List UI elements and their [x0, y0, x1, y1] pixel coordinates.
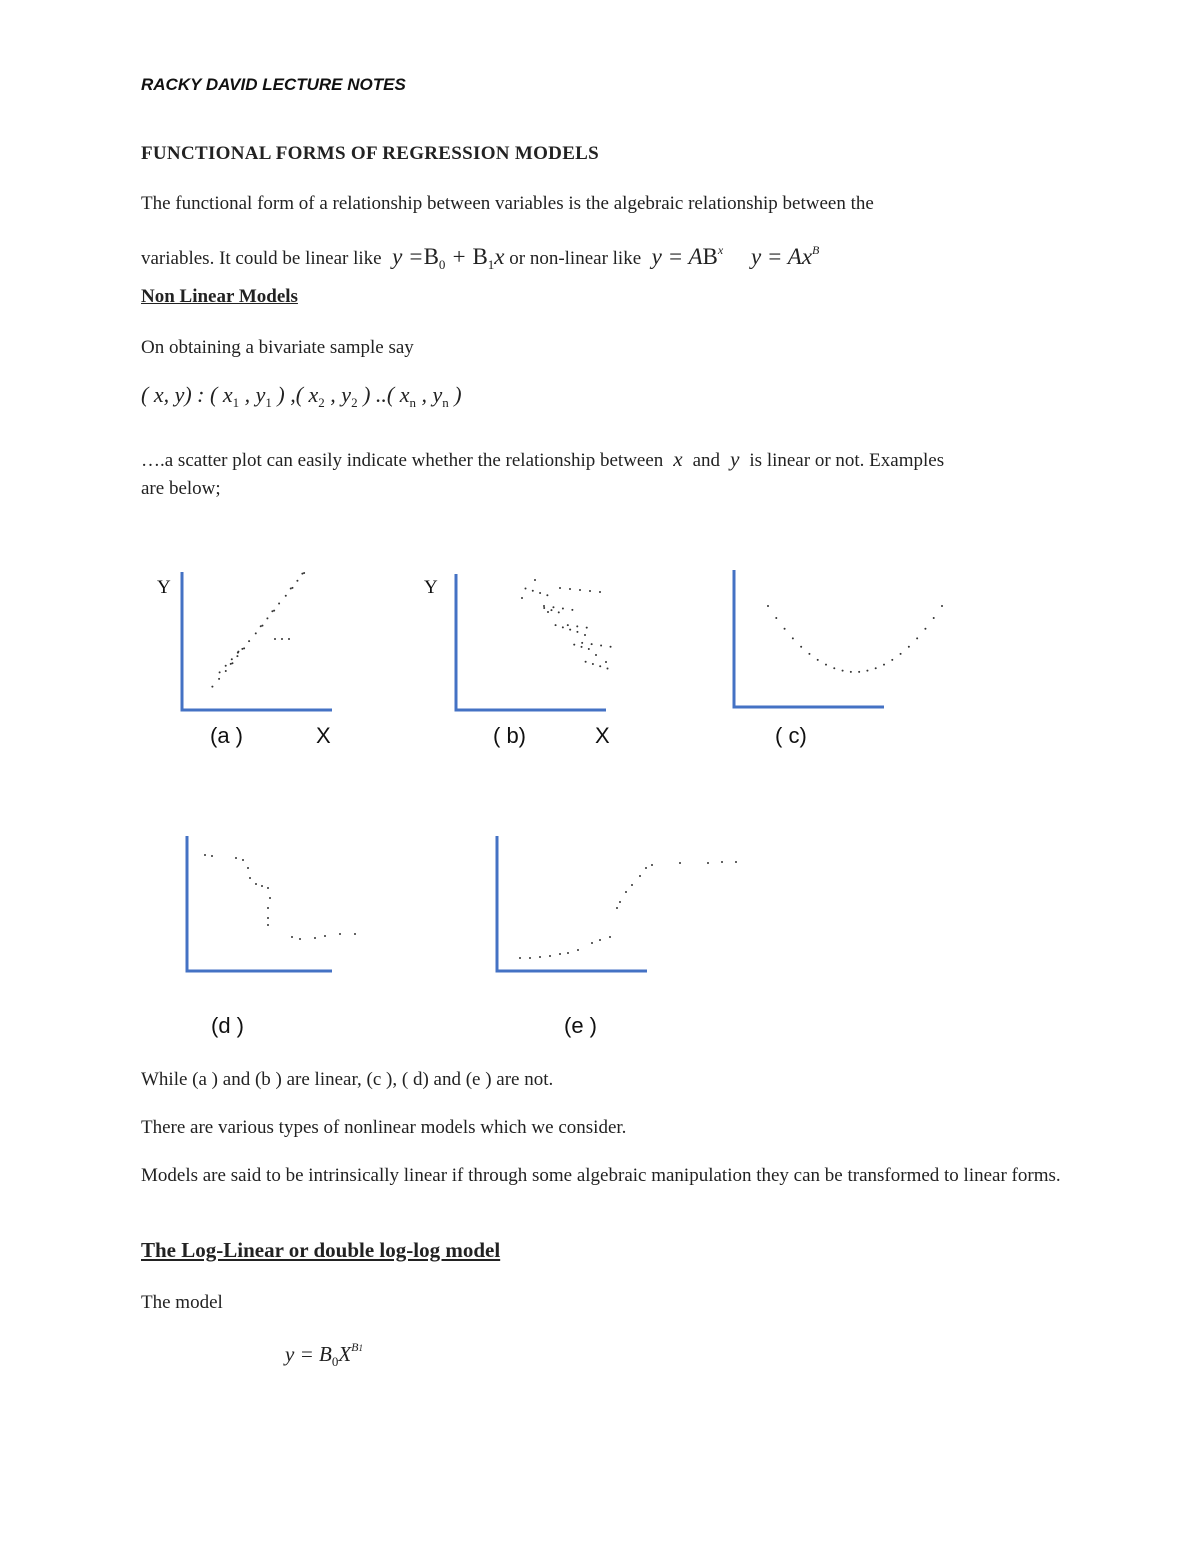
plot-b-axes	[456, 574, 606, 710]
plot-c-point	[850, 671, 852, 673]
plot-e-point	[707, 862, 709, 864]
plot-c-point	[900, 653, 902, 655]
section-heading-nonlinear: Non Linear Models	[141, 286, 298, 307]
plot-c-points	[767, 605, 943, 673]
plot-a-point	[288, 638, 290, 640]
plot-e-point	[631, 884, 633, 886]
plot-b-point	[571, 609, 573, 611]
plot-c-point	[933, 617, 935, 619]
intro-paragraph: The functional form of a relationship between variables is the algebraic relationship between the	[141, 193, 874, 214]
types-note: There are various types of nonlinear models which we consider.	[141, 1117, 627, 1138]
model-intro: The model	[141, 1292, 223, 1313]
plot-d-point	[291, 936, 293, 938]
plot-e-point	[591, 942, 593, 944]
plot-c-point	[883, 664, 885, 666]
plot-c-point	[842, 670, 844, 672]
plot-c-point	[866, 670, 868, 672]
plot-b-point	[592, 663, 594, 665]
intro-mid: or non-linear like	[509, 248, 642, 269]
plot-b-point	[599, 591, 601, 593]
plot-c-point	[891, 659, 893, 661]
plot-b-point	[543, 607, 545, 609]
power-equation: $y = Ax^B$	[727, 243, 820, 269]
plot-b-point	[525, 588, 527, 590]
plot-a-point	[243, 647, 245, 649]
plot-c-point	[817, 659, 819, 661]
plot-b-x-label: X	[595, 723, 610, 748]
exponential-equation: $y = AB^x$	[645, 243, 724, 269]
plot-b-point	[610, 646, 612, 648]
plot-a	[157, 572, 332, 748]
scatter-text-start: ….a scatter plot can easily indicate whether the relationship between	[141, 450, 664, 471]
plot-a-point	[260, 625, 262, 627]
plot-e-point	[609, 936, 611, 938]
plot-b-point	[600, 644, 602, 646]
plot-b-point	[576, 631, 578, 633]
sample-paragraph: On obtaining a bivariate sample say	[141, 337, 414, 358]
plot-e-points	[519, 861, 737, 959]
plot-a-point	[285, 595, 287, 597]
plot-d-point	[324, 935, 326, 937]
plot-c-point	[800, 646, 802, 648]
plot-e-point	[539, 956, 541, 958]
plot-a-point	[266, 617, 268, 619]
plot-b-point	[605, 661, 607, 663]
linear-equation: $y =B_0 + B_1x$	[386, 244, 505, 272]
plot-b-point	[579, 589, 581, 591]
plot-b-point	[547, 611, 549, 613]
linear-note: While (a ) and (b ) are linear, (c ), ( d) and (e ) are not.	[141, 1069, 554, 1090]
plot-d-point	[261, 885, 263, 887]
math-x: x	[668, 447, 688, 471]
intro-prefix: variables. It could be linear like	[141, 248, 382, 269]
plot-d-point	[267, 887, 269, 889]
plot-c-axes	[734, 570, 884, 707]
plot-a-point	[211, 686, 213, 688]
plot-a-point	[218, 678, 220, 680]
plot-b-point	[584, 634, 586, 636]
plot-e-point	[529, 957, 531, 959]
plot-a-point	[296, 580, 298, 582]
plot-d-point	[242, 859, 244, 861]
plot-b-point	[543, 605, 545, 607]
plot-b-point	[588, 648, 590, 650]
document-title: FUNCTIONAL FORMS OF REGRESSION MODELS	[141, 143, 600, 164]
plot-e-point	[559, 953, 561, 955]
plot-a-point	[290, 588, 292, 590]
plot-e-point	[735, 861, 737, 863]
plot-a-point	[273, 610, 275, 612]
page-header: RACKY DAVID LECTURE NOTES	[141, 75, 406, 94]
plot-a-point	[237, 651, 239, 653]
plot-e-point	[616, 907, 618, 909]
plot-b-point	[581, 646, 583, 648]
plot-d-point	[204, 854, 206, 856]
plot-e-point	[549, 955, 551, 957]
plot-b-point	[532, 590, 534, 592]
plot-b-point	[550, 609, 552, 611]
plot-a-axes	[182, 572, 332, 710]
plot-b-point	[562, 608, 564, 610]
scatter-text-end: is linear or not. Examples	[749, 450, 945, 471]
plot-a-point	[236, 655, 238, 657]
plot-a-y-label: Y	[157, 577, 171, 598]
plot-b-point	[562, 626, 564, 628]
plot-b-point	[576, 625, 578, 627]
plot-a-point	[248, 640, 250, 642]
plot-a-point	[278, 602, 280, 604]
plot-e-point	[519, 957, 521, 959]
plot-d-point	[339, 933, 341, 935]
plot-c-point	[792, 637, 794, 639]
plot-b	[424, 574, 612, 748]
plot-c-point	[833, 667, 835, 669]
plot-b-point	[546, 594, 548, 596]
plot-a-caption: (a )	[210, 723, 243, 748]
plot-c-point	[916, 637, 918, 639]
scatter-text-and: and	[692, 450, 721, 471]
plot-e-point	[639, 875, 641, 877]
plot-c-caption: ( c)	[775, 723, 807, 748]
plot-b-point	[581, 642, 583, 644]
plot-a-point	[281, 638, 283, 640]
plot-b-point	[586, 627, 588, 629]
intro-paragraph-line2	[141, 236, 819, 279]
plot-c-point	[924, 628, 926, 630]
plot-a-point	[255, 632, 257, 634]
plot-e-point	[679, 862, 681, 864]
plot-d-point	[299, 938, 301, 940]
plot-c	[734, 570, 943, 748]
plot-b-point	[539, 592, 541, 594]
plot-e-point	[599, 939, 601, 941]
plot-c-point	[875, 667, 877, 669]
plot-a-point	[291, 587, 293, 589]
plot-a-point	[301, 573, 303, 575]
plot-c-point	[808, 653, 810, 655]
plot-e-point	[567, 952, 569, 954]
intrinsic-note: Models are said to be intrinsically linear if through some algebraic manipulation they can be transformed to linear forms.	[141, 1165, 1061, 1186]
plot-c-point	[941, 605, 943, 607]
plot-d-caption: (d )	[211, 1013, 244, 1038]
plot-a-point	[231, 658, 233, 660]
plot-e-point	[645, 867, 647, 869]
plot-d-point	[267, 917, 269, 919]
plot-d-points	[204, 854, 356, 940]
plot-d-point	[354, 933, 356, 935]
scatter-plot-examples	[0, 540, 1200, 1050]
loglinear-equation: $y = B_0X^{B1}$	[285, 1340, 363, 1369]
plot-b-points	[521, 579, 612, 670]
plot-a-point	[271, 610, 273, 612]
plot-a-point	[274, 638, 276, 640]
plot-b-point	[567, 624, 569, 626]
plot-b-point	[552, 606, 554, 608]
plot-b-point	[559, 587, 561, 589]
plot-a-point	[225, 670, 227, 672]
plot-b-point	[558, 611, 560, 613]
bivariate-sample-notation: ( x, y) : ( $x_1$ , $y_1$ ) ,( $x_2$ , $y_2$ ) ..( $x_n$ , $y_n$ )	[141, 382, 462, 410]
plot-e-point	[619, 901, 621, 903]
plot-a-point	[241, 648, 243, 650]
plot-b-point	[599, 665, 601, 667]
plot-d-point	[267, 907, 269, 909]
scatter-text-line2: are below;	[141, 478, 221, 499]
plot-e-point	[651, 864, 653, 866]
plot-a-point	[219, 671, 221, 673]
plot-d-point	[255, 883, 257, 885]
plot-c-point	[908, 646, 910, 648]
plot-b-point	[589, 590, 591, 592]
scatter-paragraph	[141, 445, 1071, 503]
plot-b-point	[569, 588, 571, 590]
plot-b-point	[521, 597, 523, 599]
plot-b-point	[569, 629, 571, 631]
plot-c-point	[825, 664, 827, 666]
plot-a-point	[303, 572, 305, 574]
plot-e-caption: (e )	[564, 1013, 597, 1038]
plot-b-point	[585, 661, 587, 663]
plot-d	[187, 836, 356, 1038]
plot-e-axes	[497, 836, 647, 971]
plot-b-point	[573, 644, 575, 646]
math-y: y	[724, 447, 745, 471]
plot-e-point	[625, 891, 627, 893]
plot-b-point	[534, 579, 536, 581]
plot-b-y-label: Y	[424, 577, 438, 598]
plot-b-caption: ( b)	[493, 723, 526, 748]
plot-d-point	[211, 855, 213, 857]
plot-b-point	[555, 624, 557, 626]
plot-d-axes	[187, 836, 332, 971]
plot-a-point	[231, 662, 233, 664]
plot-c-point	[775, 617, 777, 619]
plot-d-point	[249, 877, 251, 879]
plot-d-point	[247, 867, 249, 869]
plot-a-point	[225, 665, 227, 667]
plot-e-point	[577, 949, 579, 951]
plot-d-point	[314, 937, 316, 939]
plot-a-point	[261, 625, 263, 627]
plot-b-point	[595, 654, 597, 656]
plot-d-point	[235, 857, 237, 859]
section-heading-loglinear: The Log-Linear or double log-log model	[141, 1238, 501, 1262]
plot-a-x-label: X	[316, 723, 331, 748]
plot-e	[497, 836, 737, 1038]
plot-e-point	[721, 861, 723, 863]
plot-d-point	[269, 897, 271, 899]
plot-b-point	[591, 643, 593, 645]
plot-c-point	[784, 628, 786, 630]
plot-a-points	[211, 572, 305, 688]
plot-c-point	[767, 605, 769, 607]
plot-a-point	[230, 663, 232, 665]
plot-d-point	[267, 924, 269, 926]
plot-c-point	[858, 671, 860, 673]
plot-b-point	[607, 668, 609, 670]
